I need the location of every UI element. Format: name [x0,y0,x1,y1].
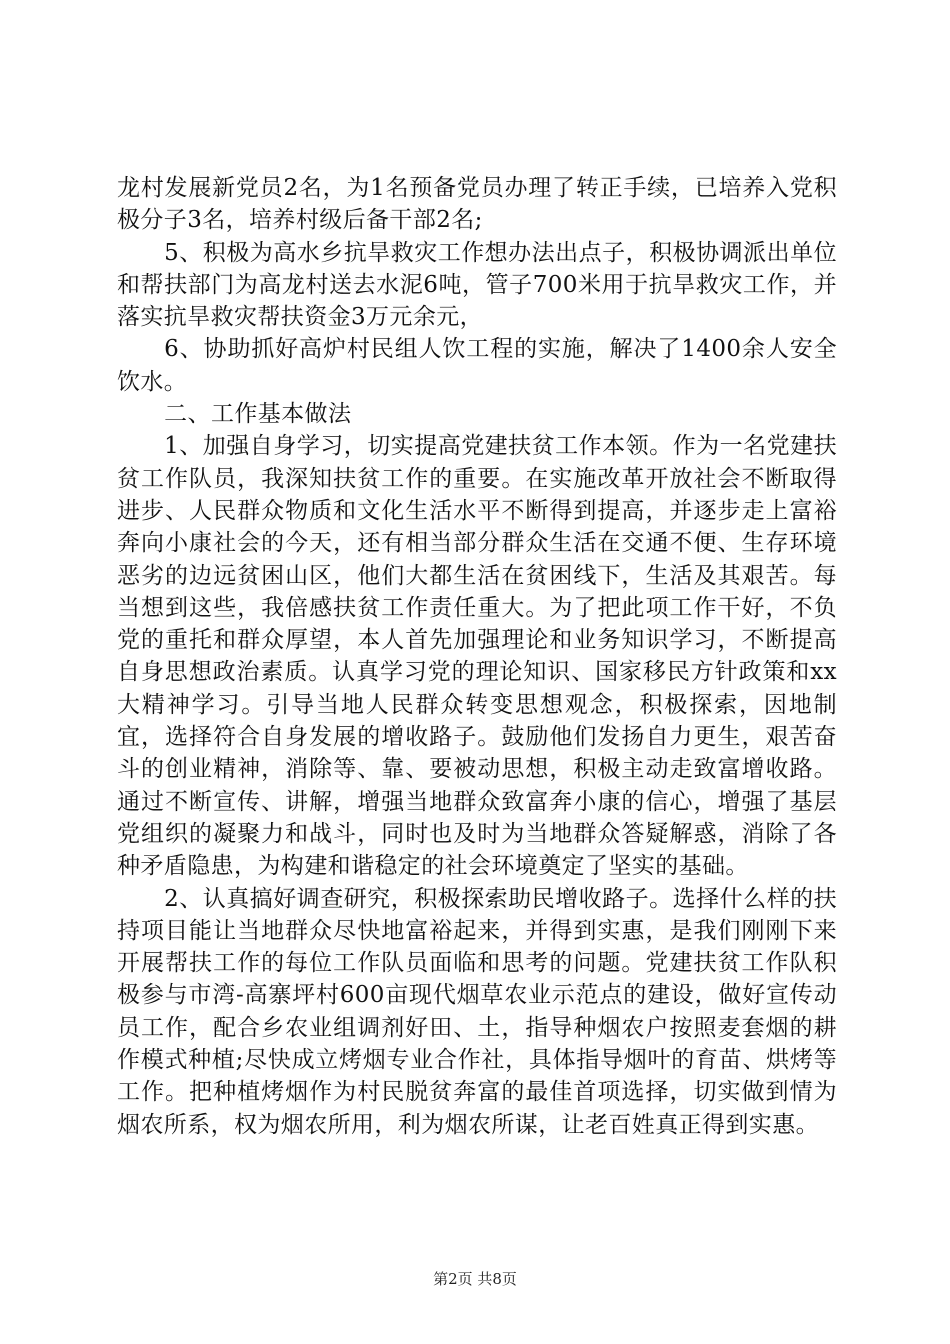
paragraph-self-study: 1、加强自身学习，切实提高党建扶贫工作本领。作为一名党建扶贫工作队员，我深知扶贫工作的重要。在实施改革开放社会不断取得进步、人民群众物质和文化生活水平不断得到提高，并逐步走上富裕奔向小康社会的今天，还有相当部分群众生活在交通不便、生存环境恶劣的边远贫困山区，他们大都生活在贫困线下，生活及其艰苦。每当想到这些，我倍感扶贫工作责任重大。为了把此项工作干好，不负党的重托和群众厚望，本人首先加强理论和业务知识学习，不断提高自身思想政治素质。认真学习党的理论知识、国家移民方针政策和xx大精神学习。引导当地人民群众转变思想观念，积极探索，因地制宜，选择符合自身发展的增收路子。鼓励他们发扬自力更生，艰苦奋斗的创业精神，消除等、靠、要被动思想，积极主动走致富增收路。通过不断宣传、讲解，增强当地群众致富奔小康的信心，增强了基层党组织的凝聚力和战斗，同时也及时为当地群众答疑解惑，消除了各种矛盾隐患，为构建和谐稳定的社会环境奠定了坚实的基础。 [117,433,837,880]
paragraph-drought-relief: 5、积极为高水乡抗旱救灾工作想办法出点子，积极协调派出单位和帮扶部门为高龙村送去水泥6吨，管子700米用于抗旱救灾工作，并落实抗旱救灾帮扶资金3万元余元， [117,239,837,331]
document-body [117,172,837,1141]
page-number-footer: 第2页 共8页 [433,1270,517,1288]
paragraph-party-members: 龙村发展新党员2名，为1名预备党员办理了转正手续，已培养入党积极分子3名，培养村级后备干部2名; [117,175,837,234]
paragraph-drinking-water: 6、协助抓好高炉村民组人饮工程的实施，解决了1400余人安全饮水。 [117,336,837,395]
paragraph-research: 2、认真搞好调查研究，积极探索助民增收路子。选择什么样的扶持项目能让当地群众尽快地富裕起来，并得到实惠，是我们刚刚下来开展帮扶工作的每位工作队员面临和思考的问题。党建扶贫工作队积极参与市湾-高寨坪村600亩现代烟草农业示范点的建设，做好宣传动员工作，配合乡农业组调剂好田、土，指导种烟农户按照麦套烟的耕作模式种植;尽快成立烤烟专业合作社，具体指导烟叶的育苗、烘烤等工作。把种植烤烟作为村民脱贫奔富的最佳首项选择，切实做到情为烟农所系，权为烟农所用，利为烟农所谋，让老百姓真正得到实惠。 [117,885,837,1138]
section-heading-basic-methods: 二、工作基本做法 [164,401,352,428]
